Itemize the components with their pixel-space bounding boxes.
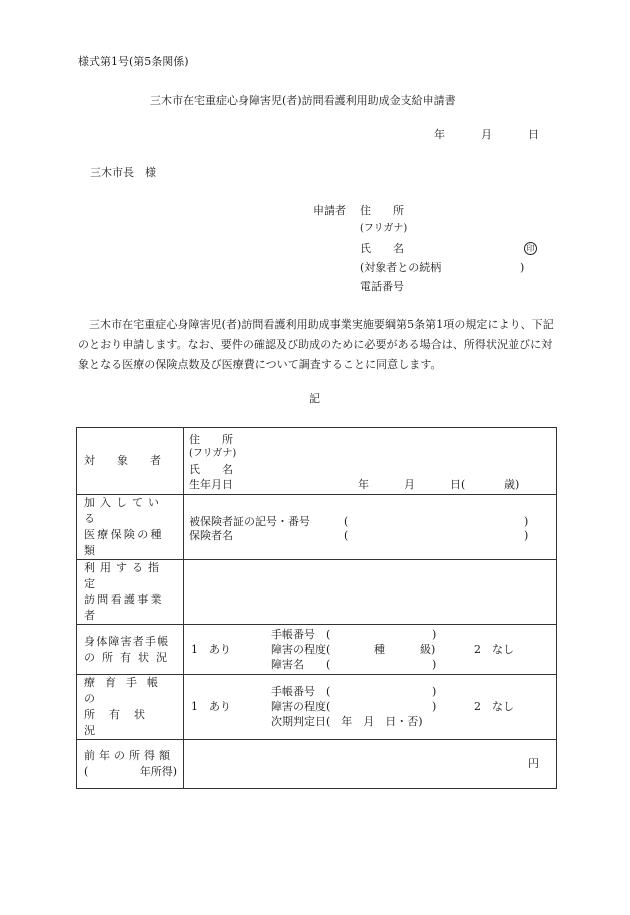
row-income: [77, 740, 557, 789]
subject-birth-day: 日(: [450, 478, 466, 491]
applicant-furigana-label: (フリガナ): [360, 223, 408, 234]
row-rehab: [77, 675, 557, 740]
subject-value-cell: [184, 428, 557, 495]
physical-degree: 障害の程度(: [271, 643, 331, 656]
physical-kind: 種: [374, 643, 385, 656]
applicant-relation-open: (対象者との続柄: [360, 261, 442, 274]
application-table: [76, 427, 557, 789]
insurance-card-no-label: 被保険者証の記号・番号: [189, 515, 310, 528]
application-statement: 三木市在宅重症心身障害児(者)訪問看護利用助成事業実施要綱第5条第1項の規定により、下記のとおり申請します。なお、要件の確認及び助成のために必要がある場合は、所得状況並びに対象となる医療の保険点数及び医療費について調査することに同意します。: [78, 318, 554, 371]
rehab-label-cell: [77, 675, 184, 740]
physical-book-no-close: ): [432, 628, 437, 641]
physical-label-line2: の所有状況: [84, 650, 174, 664]
physical-no: 2 なし: [474, 643, 514, 656]
subject-birth-age: 歳): [504, 478, 520, 491]
subject-label-text: 対 象 者: [84, 454, 161, 467]
physical-label-line1: 身体障害者手帳: [84, 634, 170, 648]
row-physical: [77, 625, 557, 675]
rehab-value-cell: [184, 675, 557, 740]
physical-book-no: 手帳番号 (: [271, 628, 331, 641]
date-day: 日: [528, 128, 539, 141]
subject-name-label: 氏 名: [189, 463, 233, 476]
agency-label-line2: 訪問看護事業者: [84, 593, 164, 622]
physical-disability-name: 障害名 (: [271, 658, 331, 671]
rehab-book-no: 手帳番号 (: [271, 685, 331, 698]
subject-birth-label: 生年月日: [189, 478, 233, 491]
applicant-address-label: 住 所: [360, 204, 404, 217]
rehab-no: 2 なし: [474, 700, 514, 713]
applicant-relation-close: ): [520, 261, 525, 274]
income-label-open: (: [84, 765, 89, 778]
agency-value-cell: [184, 560, 557, 625]
insurance-value-cell: [184, 495, 557, 560]
income-label-cell: [77, 740, 184, 789]
subject-birth-month: 月: [404, 478, 415, 491]
physical-disability-name-close: ): [432, 658, 437, 671]
row-agency: [77, 560, 557, 625]
rehab-degree-close: ): [432, 700, 437, 713]
insurance-card-no-close: ): [524, 515, 529, 528]
ki-heading: 記: [309, 392, 320, 405]
physical-grade: 級): [420, 643, 436, 656]
subject-furigana-label: (フリガナ): [189, 448, 237, 459]
income-yen: 円: [528, 757, 539, 770]
rehab-label-line1: 療育手帳の: [84, 676, 168, 705]
subject-address-label: 住 所: [189, 433, 233, 446]
physical-label-cell: [77, 625, 184, 675]
row-subject: [77, 428, 557, 495]
agency-label-line1: 利用する指定: [84, 561, 164, 590]
insurance-label-line1: 加入している: [84, 496, 164, 525]
subject-label: [77, 453, 183, 469]
row-insurance: [77, 495, 557, 560]
insurer-open: (: [344, 529, 349, 542]
insurer-label: 保険者名: [189, 529, 233, 542]
subject-birth-year: 年: [358, 478, 369, 491]
addressee: 三木市長 様: [90, 166, 156, 179]
applicant-name-label: 氏 名: [360, 242, 404, 255]
form-title: 三木市在宅重症心身障害児(者)訪問看護利用助成金支給申請書: [150, 94, 456, 107]
agency-label-cell: [77, 560, 184, 625]
date-month: 月: [481, 128, 492, 141]
seal-mark: 印: [524, 242, 537, 255]
rehab-next-date: 次期判定日( 年 月 日・否): [271, 715, 423, 728]
insurance-label-cell: [77, 495, 184, 560]
applicant-heading: 申請者: [313, 204, 346, 217]
insurance-card-no-open: (: [344, 515, 349, 528]
rehab-label-line2: 所有状況: [84, 708, 159, 737]
rehab-yes: 1 あり: [191, 700, 231, 713]
insurance-label-line2: 医療保険の種類: [84, 528, 164, 557]
rehab-book-no-close: ): [432, 685, 437, 698]
income-label-line2: [77, 764, 183, 780]
income-value-cell: [184, 740, 557, 789]
income-label-close: 年所得): [139, 765, 177, 778]
insurer-close: ): [524, 529, 529, 542]
subject-label-cell: [77, 428, 184, 495]
income-label-line1: 前年の所得額: [84, 749, 174, 762]
physical-yes: 1 あり: [191, 643, 231, 656]
applicant-phone-label: 電話番号: [360, 280, 404, 293]
date-year: 年: [434, 128, 445, 141]
physical-value-cell: [184, 625, 557, 675]
rehab-degree: 障害の程度(: [271, 700, 331, 713]
form-id: 様式第1号(第5条関係): [78, 55, 189, 68]
